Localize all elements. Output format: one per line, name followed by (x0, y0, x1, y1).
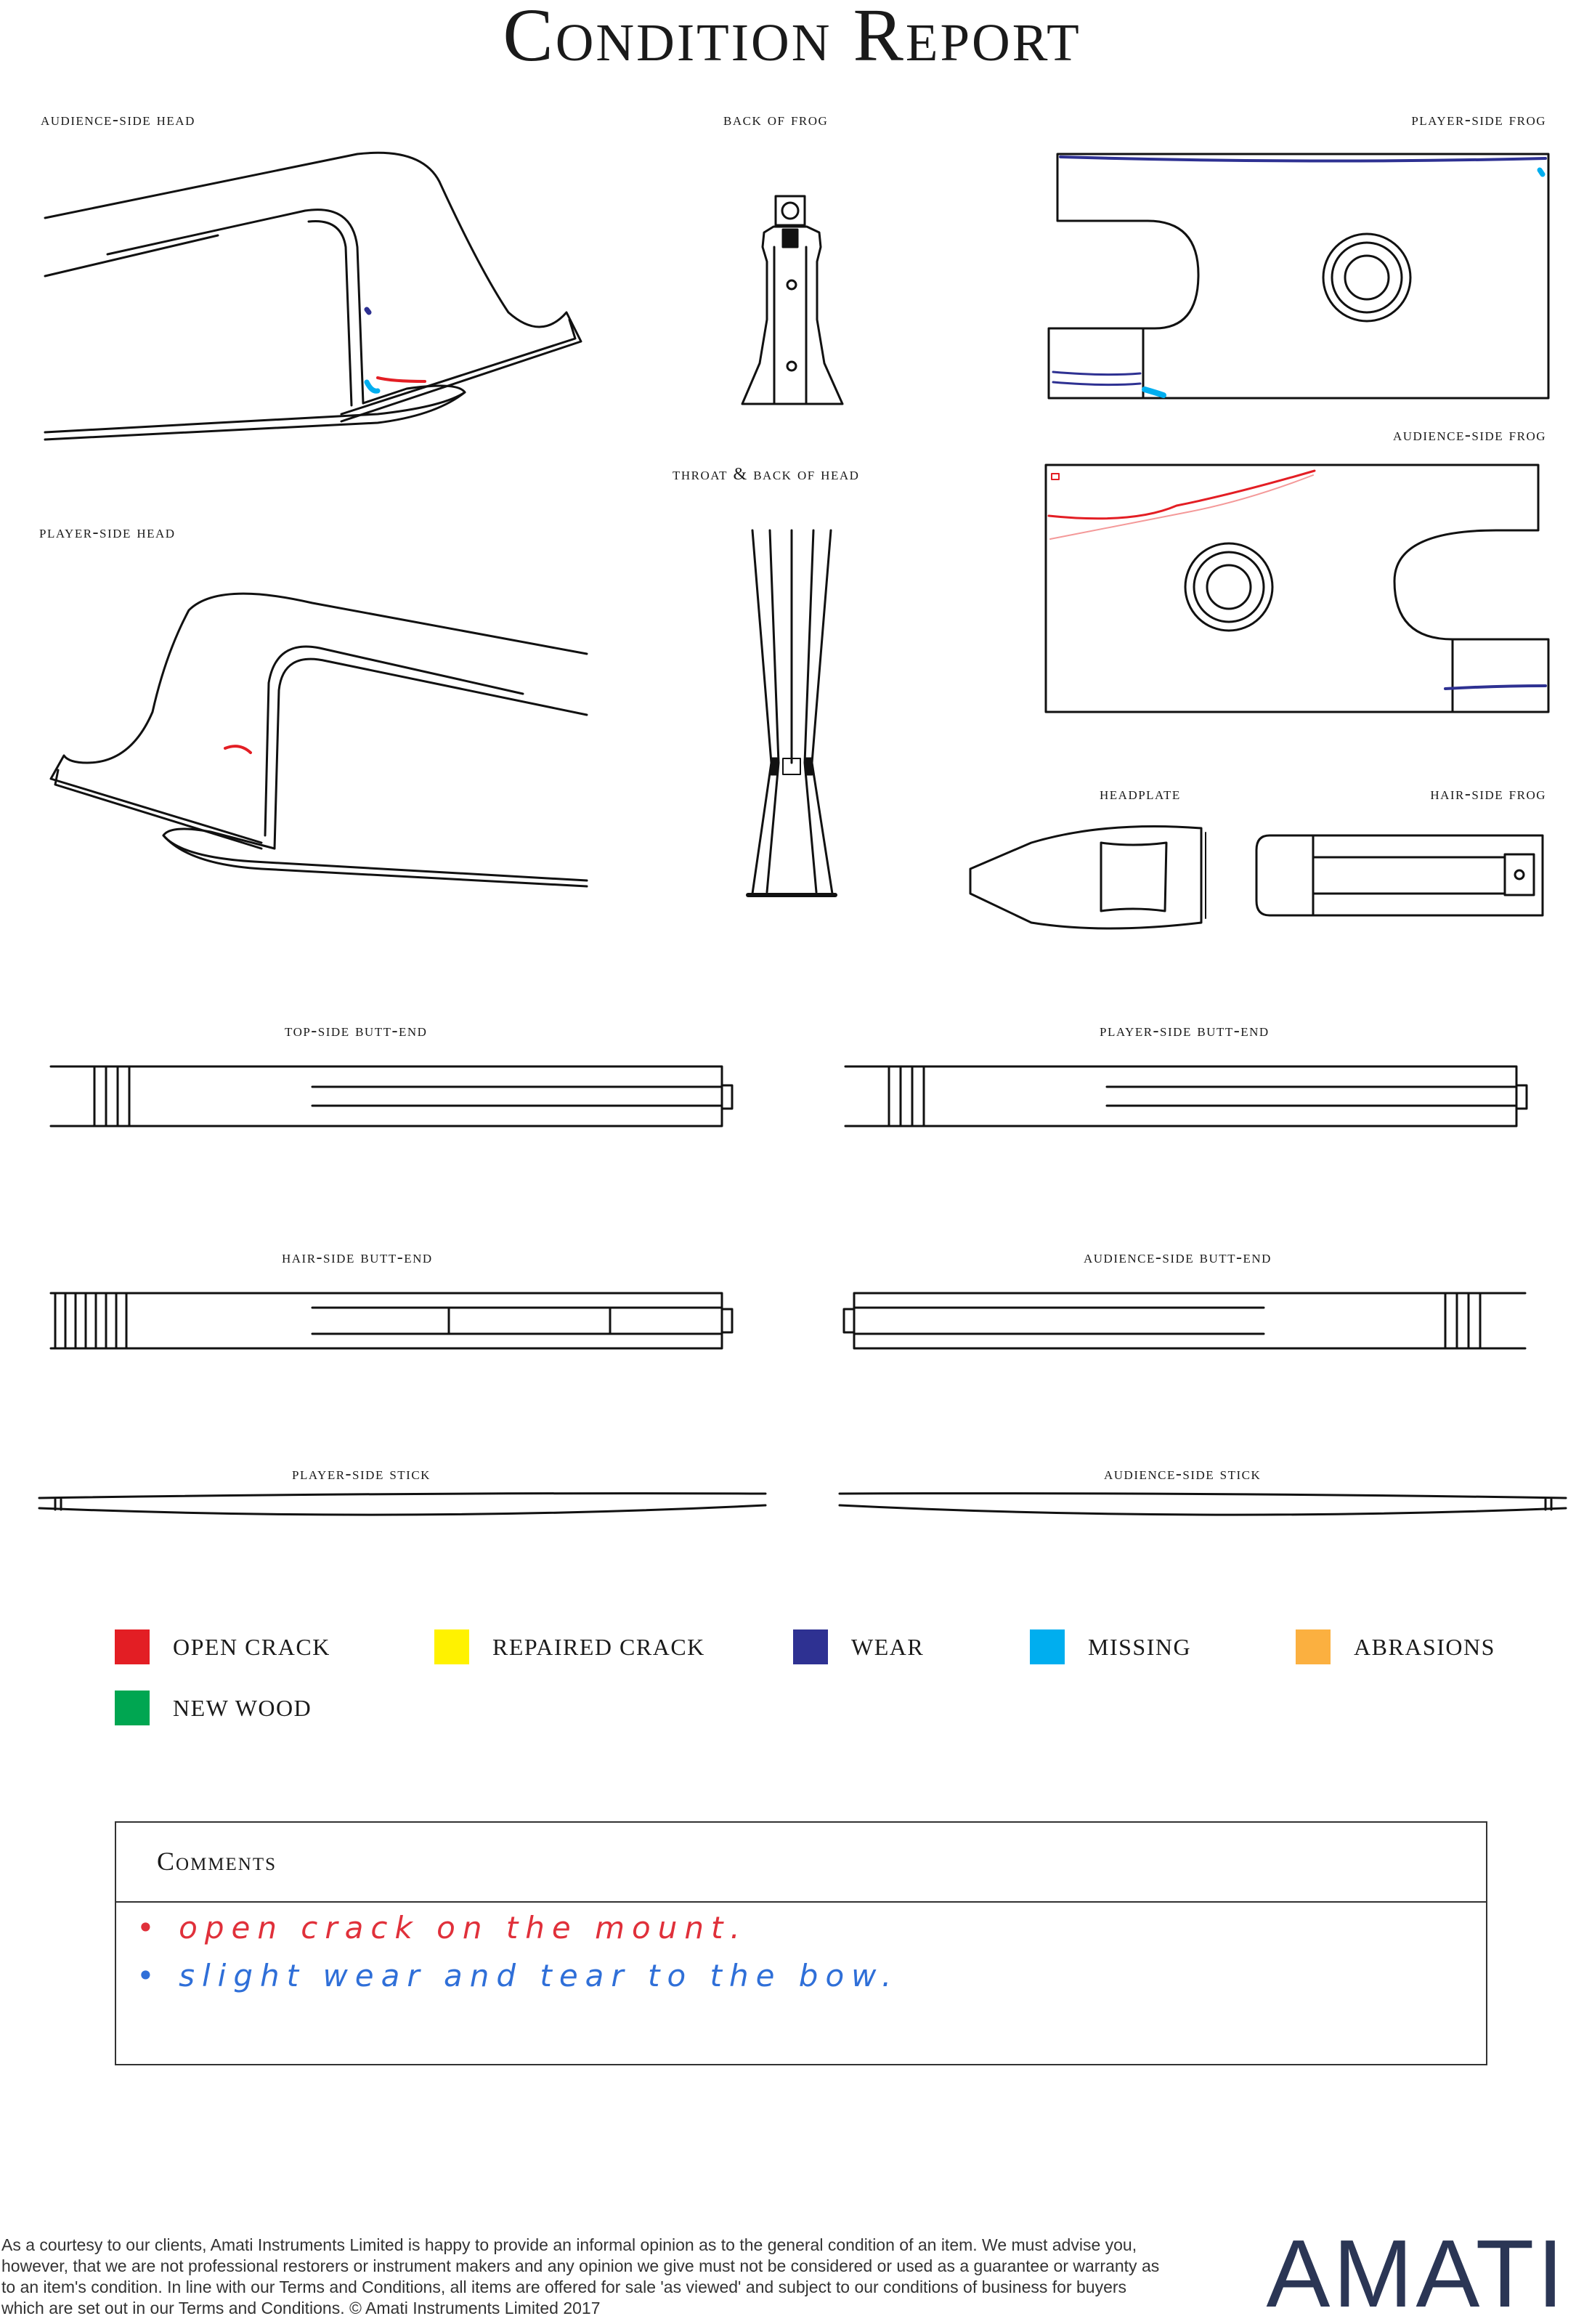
label-throat-back-of-head: throat & back of head (673, 465, 860, 484)
throat-back-of-head-diagram (748, 530, 835, 895)
legend-swatch (434, 1629, 469, 1664)
back-of-frog-diagram (742, 196, 842, 404)
legend-swatch (1296, 1629, 1331, 1664)
legend-swatch (793, 1629, 828, 1664)
label-audience-side-stick: audience-side stick (1104, 1465, 1262, 1483)
legend-swatch (115, 1691, 150, 1725)
top-side-butt-end-diagram (51, 1066, 732, 1126)
label-player-side-head: player-side head (39, 523, 176, 542)
legend-label: REPAIRED CRACK (492, 1633, 705, 1660)
legend-item-new-wood (115, 1690, 312, 1726)
legend-label: MISSING (1088, 1633, 1192, 1660)
player-side-head-diagram (51, 594, 587, 886)
label-player-side-butt-end: player-side butt-end (1100, 1021, 1270, 1040)
headplate-diagram (970, 827, 1206, 929)
comment-note-1: • open crack on the mount. (137, 1910, 747, 1946)
legend-item-wear (793, 1629, 924, 1665)
label-headplate: headplate (1100, 785, 1181, 803)
hair-side-butt-end-diagram (51, 1293, 732, 1348)
comments-heading: Comments (116, 1823, 1486, 1903)
label-audience-side-frog: audience-side frog (1393, 426, 1546, 445)
audience-side-head-diagram (45, 153, 581, 440)
label-audience-side-butt-end: audience-side butt-end (1084, 1248, 1272, 1267)
legend-item-missing (1030, 1629, 1191, 1665)
label-audience-side-head: audience-side head (41, 110, 195, 129)
player-side-butt-end-diagram (845, 1066, 1527, 1126)
label-hair-side-butt-end: hair-side butt-end (282, 1248, 433, 1267)
legend-label: WEAR (851, 1633, 925, 1660)
legend-swatch (115, 1629, 150, 1664)
legend-label: ABRASIONS (1354, 1633, 1495, 1660)
legend-item-open-crack (115, 1629, 330, 1665)
label-player-side-frog: player-side frog (1411, 110, 1546, 129)
audience-side-stick-diagram (840, 1494, 1566, 1515)
label-player-side-stick: player-side stick (292, 1465, 431, 1483)
legend-swatch (1030, 1629, 1065, 1664)
label-back-of-frog: back of frog (723, 110, 829, 129)
player-side-stick-diagram (39, 1494, 765, 1515)
comments-box (115, 1821, 1487, 2065)
player-side-frog-diagram (1049, 154, 1548, 398)
hair-side-frog-diagram (1256, 835, 1543, 915)
comment-note-2: • slight wear and tear to the bow. (137, 1958, 899, 1993)
label-top-side-butt-end: top-side butt-end (285, 1021, 428, 1040)
label-hair-side-frog: hair-side frog (1430, 785, 1546, 803)
legend-item-abrasions (1296, 1629, 1495, 1665)
amati-logo: AMATI (1266, 2220, 1567, 2324)
page-title: Condition Report (503, 0, 1081, 77)
legend-label: NEW WOOD (173, 1694, 312, 1721)
audience-side-frog-diagram (1046, 465, 1548, 712)
legend-item-repaired-crack (434, 1629, 705, 1665)
legend-label: OPEN CRACK (173, 1633, 330, 1660)
disclaimer-text: As a courtesy to our clients, Amati Instruments Limited is happy to provide an informal opinion as to the general condition of an item. We must advise you, however, that we are not professional restorers or instrument makers and any opinion we give must not be considered or used as a guarantee or warranty as to an item's condition. In line with our Terms and Conditions, all items are offered for sale 'as viewed' and subject to our conditions of business for buyers which are set out in our Terms and Conditions. © Amati Instruments Limited 2017 (1, 2235, 1160, 2317)
audience-side-butt-end-diagram (844, 1293, 1525, 1348)
